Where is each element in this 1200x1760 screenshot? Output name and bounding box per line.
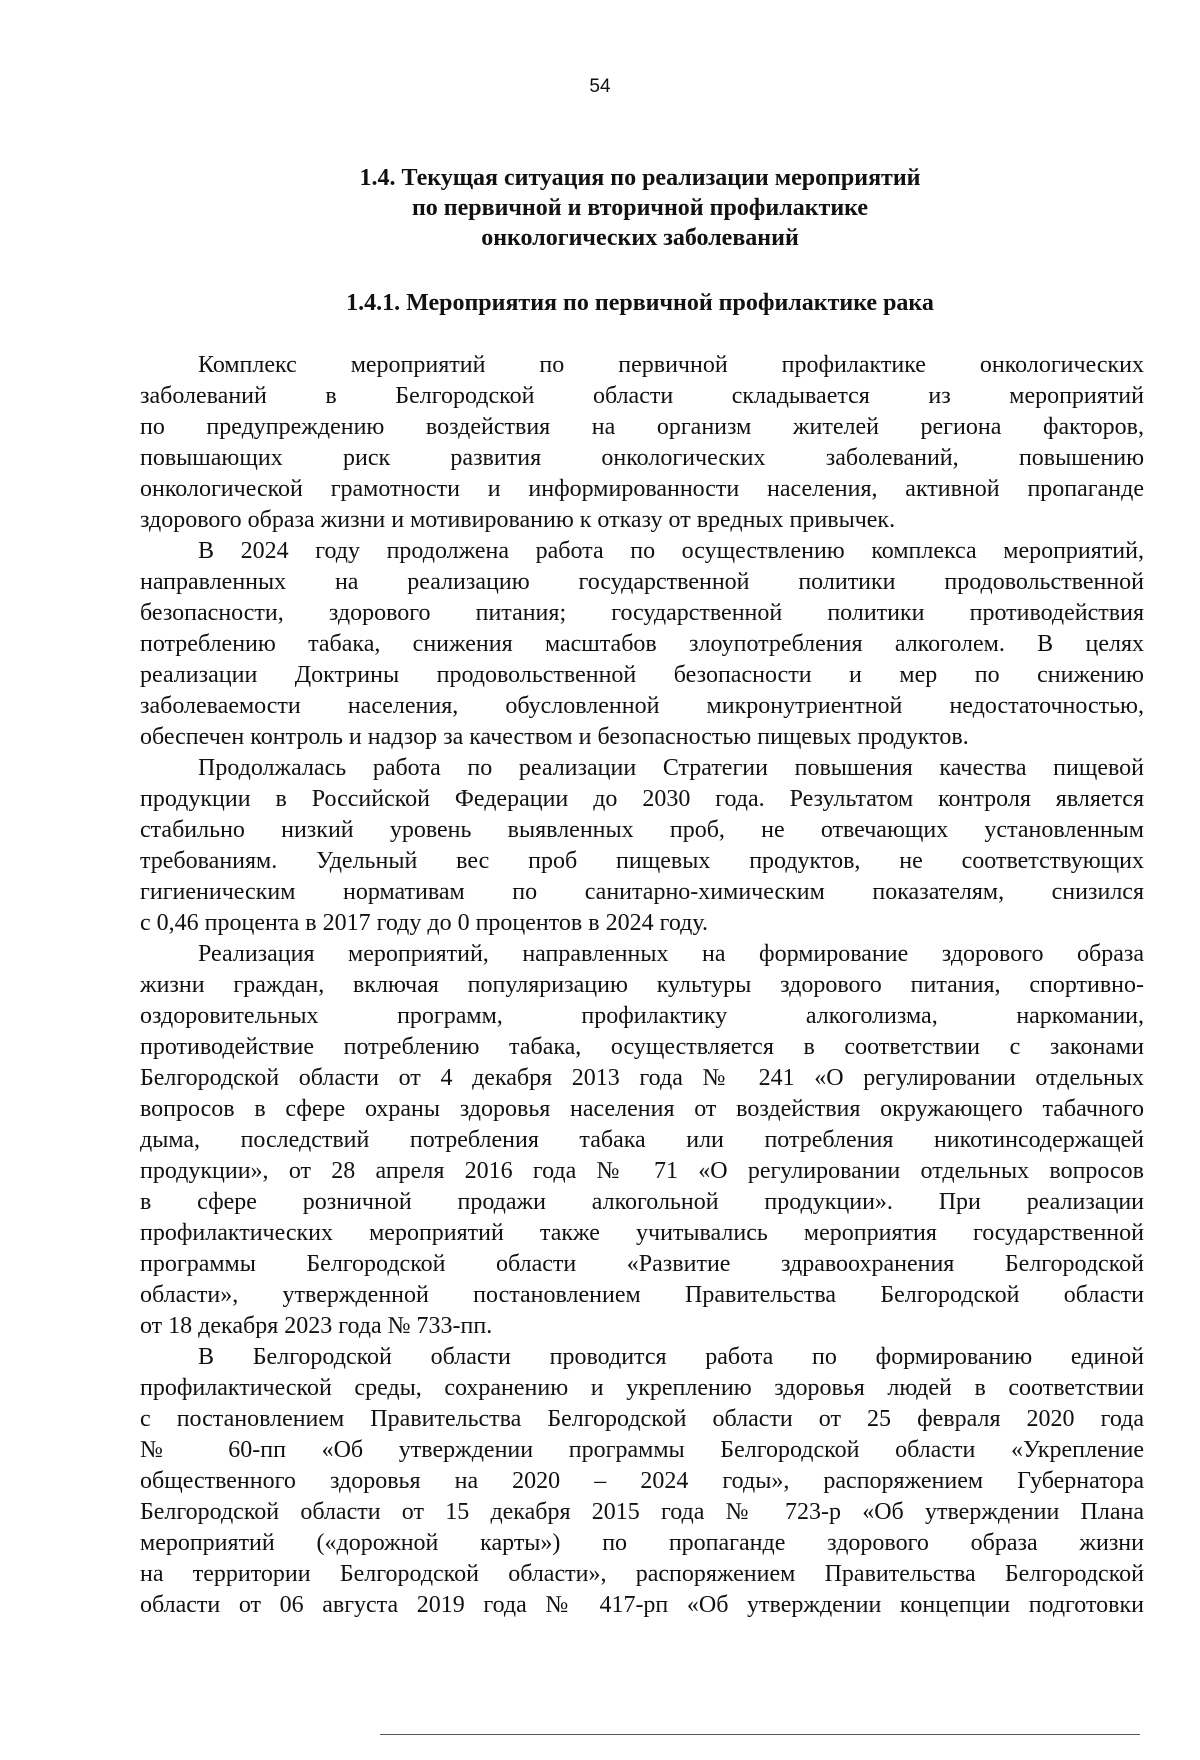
- text-line: заболеваемости населения, обусловленной микронутриентной недостаточностью,: [140, 693, 1144, 719]
- text-line: Реализация мероприятий, направленных на формирование здорового образа: [198, 941, 1144, 967]
- text-line: Комплекс мероприятий по первичной профилактике онкологических: [198, 352, 1144, 378]
- subsection-heading: 1.4.1. Мероприятия по первичной профилактике рака: [346, 290, 934, 316]
- text-line: с постановлением Правительства Белгородской области от 25 февраля 2020 года: [140, 1406, 1144, 1432]
- text-line: В Белгородской области проводится работа по формированию единой: [198, 1344, 1144, 1370]
- text-line: В 2024 году продолжена работа по осуществлению комплекса мероприятий,: [198, 538, 1144, 564]
- body-text: [140, 350, 1144, 1621]
- text-line: Белгородской области от 4 декабря 2013 года № 241 «О регулировании отдельных: [140, 1065, 1144, 1091]
- text-line: по предупреждению воздействия на организм жителей региона факторов,: [140, 414, 1144, 440]
- text-line: профилактической среды, сохранению и укреплению здоровья людей в соответствии: [140, 1375, 1144, 1401]
- text-line: мероприятий («дорожной карты») по пропаганде здорового образа жизни: [140, 1530, 1144, 1556]
- text-line: области от 06 августа 2019 года № 417-рп «Об утверждении концепции подготовки: [140, 1592, 1144, 1618]
- text-line: жизни граждан, включая популяризацию культуры здорового питания, спортивно-: [140, 972, 1144, 998]
- text-line: области», утвержденной постановлением Правительства Белгородской области: [140, 1282, 1144, 1308]
- text-line: общественного здоровья на 2020 – 2024 годы», распоряжением Губернатора: [140, 1468, 1144, 1494]
- text-line: стабильно низкий уровень выявленных проб, не отвечающих установленным: [140, 817, 1144, 843]
- text-line: повышающих риск развития онкологических заболеваний, повышению: [140, 445, 1144, 471]
- text-line: с 0,46 процента в 2017 году до 0 процентов в 2024 году.: [140, 910, 708, 936]
- text-line: заболеваний в Белгородской области складывается из мероприятий: [140, 383, 1144, 409]
- text-line: продукции», от 28 апреля 2016 года № 71 «О регулировании отдельных вопросов: [140, 1158, 1144, 1184]
- text-line: онкологической грамотности и информированности населения, активной пропаганде: [140, 476, 1144, 502]
- text-line: дыма, последствий потребления табака или потребления никотинсодержащей: [140, 1127, 1144, 1153]
- text-line: безопасности, здорового питания; государственной политики противодействия: [140, 600, 1144, 626]
- page-bottom-rule: [380, 1734, 1140, 1735]
- text-line: на территории Белгородской области», распоряжением Правительства Белгородской: [140, 1561, 1144, 1587]
- section-heading: [140, 163, 1140, 253]
- text-line: программы Белгородской области «Развитие здравоохранения Белгородской: [140, 1251, 1144, 1277]
- section-heading-line: 1.4. Текущая ситуация по реализации мероприятий: [359, 165, 921, 191]
- text-line: гигиеническим нормативам по санитарно-химическим показателям, снизился: [140, 879, 1144, 905]
- text-line: от 18 декабря 2023 года № 733-пп.: [140, 1313, 493, 1339]
- text-line: Продолжалась работа по реализации Стратегии повышения качества пищевой: [198, 755, 1144, 781]
- text-line: направленных на реализацию государственной политики продовольственной: [140, 569, 1144, 595]
- text-line: в сфере розничной продажи алкогольной продукции». При реализации: [140, 1189, 1144, 1215]
- text-line: № 60-пп «Об утверждении программы Белгородской области «Укрепление: [140, 1437, 1144, 1463]
- text-line: продукции в Российской Федерации до 2030 года. Результатом контроля является: [140, 786, 1144, 812]
- page-number: 54: [589, 76, 611, 97]
- section-heading-line: онкологических заболеваний: [481, 225, 799, 251]
- section-heading-line: по первичной и вторичной профилактике: [411, 195, 869, 221]
- text-line: профилактических мероприятий также учитывались мероприятия государственной: [140, 1220, 1144, 1246]
- text-line: реализации Доктрины продовольственной безопасности и мер по снижению: [140, 662, 1144, 688]
- text-line: вопросов в сфере охраны здоровья населения от воздействия окружающего табачного: [140, 1096, 1144, 1122]
- text-line: оздоровительных программ, профилактику алкоголизма, наркомании,: [140, 1003, 1144, 1029]
- text-line: обеспечен контроль и надзор за качеством и безопасностью пищевых продуктов.: [140, 724, 969, 750]
- text-line: здорового образа жизни и мотивированию к отказу от вредных привычек.: [140, 507, 896, 533]
- text-line: потреблению табака, снижения масштабов злоупотребления алкоголем. В целях: [140, 631, 1144, 657]
- text-line: противодействие потреблению табака, осуществляется в соответствии с законами: [140, 1034, 1144, 1060]
- text-line: Белгородской области от 15 декабря 2015 года № 723-р «Об утверждении Плана: [140, 1499, 1144, 1525]
- text-line: требованиям. Удельный вес проб пищевых продуктов, не соответствующих: [140, 848, 1144, 874]
